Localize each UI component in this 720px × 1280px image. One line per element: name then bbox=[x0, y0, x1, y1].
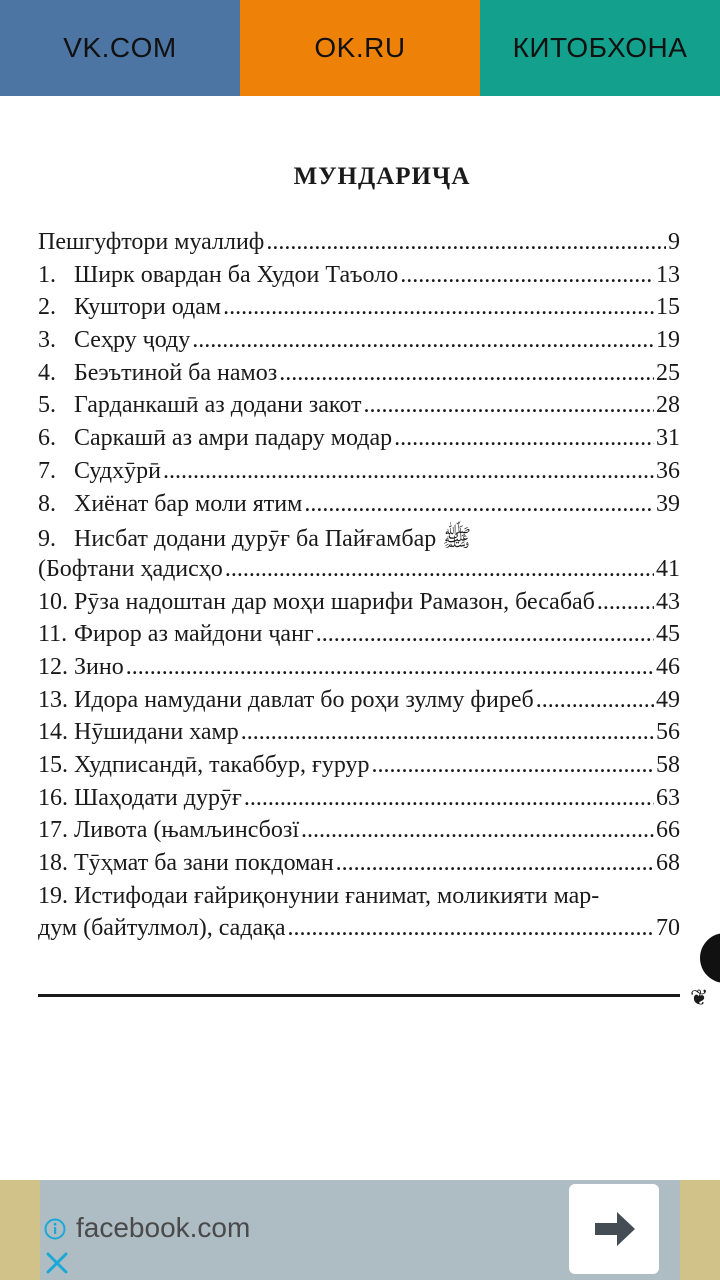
toc-page-number: 13 bbox=[656, 261, 680, 288]
toc-row[interactable] bbox=[38, 262, 680, 295]
arrow-right-icon bbox=[569, 1184, 659, 1274]
toc-entry-text: Беэътиной ба намоз bbox=[74, 359, 278, 386]
toc-entry-number: 2. bbox=[38, 294, 56, 321]
info-icon[interactable] bbox=[44, 1218, 66, 1240]
toc-page-number: 66 bbox=[656, 817, 680, 844]
toc-row[interactable] bbox=[38, 425, 680, 458]
toc-entry-number: 12. bbox=[38, 653, 68, 680]
toc-row[interactable] bbox=[38, 523, 680, 556]
leader-dots bbox=[163, 458, 654, 485]
tab-ok[interactable]: OK.RU bbox=[240, 0, 480, 96]
toc-entry-text: Куштори одам bbox=[74, 294, 222, 321]
toc-entry-text: Судхӯрӣ bbox=[74, 457, 161, 484]
toc-entry-number: 8. bbox=[38, 490, 56, 517]
toc-page-number: 9 bbox=[668, 229, 680, 255]
toc-row[interactable] bbox=[38, 392, 680, 425]
leader-dots bbox=[597, 589, 654, 616]
toc-page-number: 36 bbox=[656, 457, 680, 484]
toc-title: МУНДАРИҶА bbox=[293, 163, 471, 190]
leader-dots bbox=[241, 719, 654, 746]
toc-row[interactable] bbox=[38, 883, 680, 916]
toc-row-continuation[interactable] bbox=[38, 556, 680, 589]
toc-row[interactable] bbox=[38, 621, 680, 654]
toc-entry-number: 17. bbox=[38, 817, 68, 844]
leader-dots bbox=[536, 687, 654, 714]
toc-page-number: 31 bbox=[656, 425, 680, 452]
toc-page-number: 58 bbox=[656, 752, 680, 778]
toc-page-number: 39 bbox=[656, 490, 680, 517]
leader-dots bbox=[225, 556, 654, 583]
toc-entry-text: Саркашӣ аз амри падару модар bbox=[74, 425, 393, 452]
leader-dots bbox=[336, 850, 654, 877]
leader-dots bbox=[192, 327, 654, 354]
leader-dots bbox=[288, 915, 655, 942]
toc-entry-text: Нисбат додани дурӯғ ба Пайғамбар ﷺ bbox=[74, 526, 472, 553]
toc-entry-text: Пешгуфтори муаллиф bbox=[38, 229, 265, 255]
toc-page-number: 56 bbox=[656, 719, 680, 746]
leader-dots bbox=[244, 785, 654, 812]
toc-page-number: 41 bbox=[656, 555, 680, 582]
toc-entry-text: Сеҳру ҷоду bbox=[74, 327, 191, 354]
tab-kitobkhona[interactable]: КИТОБХОНА bbox=[480, 0, 720, 96]
leader-dots bbox=[126, 654, 654, 681]
toc-entry-text: Фирор аз майдони ҷанг bbox=[74, 621, 314, 648]
toc-row[interactable] bbox=[38, 752, 680, 785]
toc-entry-text: Худписандӣ, такаббур, ғурур bbox=[74, 752, 370, 778]
toc-entry-number: 4. bbox=[38, 359, 56, 386]
toc-page-number: 46 bbox=[656, 653, 680, 680]
leader-dots bbox=[279, 360, 654, 387]
toc-entry-text: Истифодаи ғайриқонунии ғанимат, моликияти мар- bbox=[74, 882, 600, 909]
toc-entry-number: 15. bbox=[38, 752, 68, 778]
toc-row[interactable] bbox=[38, 294, 680, 327]
table-of-contents bbox=[38, 229, 680, 948]
toc-entry-number: 10. bbox=[38, 588, 68, 615]
toc-entry-number: 3. bbox=[38, 327, 56, 354]
toc-row[interactable] bbox=[38, 458, 680, 491]
leader-dots bbox=[301, 817, 654, 844]
toc-entry-number: 6. bbox=[38, 425, 56, 452]
toc-entry-text: Идора намудани давлат бо роҳи зулму фиреб bbox=[74, 686, 534, 713]
toc-entry-text: Шаҳодати дурӯғ bbox=[74, 784, 242, 811]
toc-page-number: 68 bbox=[656, 850, 680, 877]
toc-row[interactable] bbox=[38, 327, 680, 360]
toc-row[interactable] bbox=[38, 654, 680, 687]
toc-row[interactable] bbox=[38, 817, 680, 850]
toc-entry-number: 1. bbox=[38, 261, 56, 288]
toc-page-number: 25 bbox=[656, 359, 680, 386]
toc-page-number: 63 bbox=[656, 784, 680, 811]
toc-row[interactable] bbox=[38, 491, 680, 524]
close-icon[interactable] bbox=[44, 1250, 70, 1276]
toc-entry-number: 16. bbox=[38, 784, 68, 811]
toc-entry-text: Ширк овардан ба Худои Таъоло bbox=[74, 261, 399, 288]
leader-dots bbox=[364, 392, 654, 419]
toc-entry-text: Рӯза надоштан дар моҳи шарифи Рамазон, бесабаб bbox=[74, 588, 595, 615]
toc-entry-number: 19. bbox=[38, 882, 68, 909]
tab-vk[interactable]: VK.COM bbox=[0, 0, 240, 96]
leader-dots bbox=[372, 752, 654, 779]
toc-entry-number: 18. bbox=[38, 850, 68, 877]
toc-row[interactable] bbox=[38, 850, 680, 883]
toc-entry-text: Хиёнат бар моли ятим bbox=[74, 490, 303, 517]
toc-page-number: 19 bbox=[656, 327, 680, 354]
toc-row[interactable] bbox=[38, 785, 680, 818]
leader-dots bbox=[304, 491, 654, 518]
toc-entry-text: Зино bbox=[74, 653, 124, 680]
toc-row[interactable] bbox=[38, 687, 680, 720]
leader-dots bbox=[316, 621, 654, 648]
toc-entry-number: 11. bbox=[38, 621, 68, 648]
toc-page-number: 70 bbox=[656, 915, 680, 942]
toc-entry-number: 5. bbox=[38, 392, 56, 419]
toc-entry-text: Гарданкашӣ аз додани закот bbox=[74, 392, 362, 419]
leader-dots bbox=[223, 294, 654, 321]
toc-entry-text: Ливота (њамљинсбозї bbox=[74, 817, 300, 844]
leader-dots bbox=[266, 229, 666, 256]
toc-row-preface[interactable] bbox=[38, 229, 680, 262]
toc-entry-number: 7. bbox=[38, 457, 56, 484]
toc-page-number: 45 bbox=[656, 621, 680, 648]
ornament-icon: ❦ bbox=[690, 986, 709, 1011]
toc-entry-number: 14. bbox=[38, 719, 68, 746]
side-scroll-handle[interactable] bbox=[700, 933, 720, 983]
toc-entry-text-continued: (Бофтани ҳадисҳо bbox=[38, 555, 223, 582]
toc-row[interactable] bbox=[38, 719, 680, 752]
toc-page-number: 15 bbox=[656, 294, 680, 321]
ad-domain[interactable]: facebook.com bbox=[76, 1212, 251, 1243]
toc-page-number: 28 bbox=[656, 392, 680, 419]
toc-entry-text: Нӯшидани хамр bbox=[74, 719, 239, 746]
toc-row[interactable] bbox=[38, 360, 680, 393]
toc-entry-text: Тӯҳмат ба зани покдоман bbox=[74, 850, 334, 877]
toc-entry-number: 13. bbox=[38, 686, 68, 713]
toc-page-number: 43 bbox=[656, 588, 680, 615]
toc-row-continuation[interactable] bbox=[38, 915, 680, 948]
divider-rule bbox=[38, 994, 680, 997]
ad-open-button[interactable] bbox=[569, 1184, 659, 1274]
toc-entry-number: 9. bbox=[38, 526, 56, 553]
toc-row[interactable] bbox=[38, 589, 680, 622]
toc-entry-text-continued: дум (байтулмол), садақа bbox=[38, 915, 286, 942]
leader-dots bbox=[400, 262, 654, 289]
toc-page-number: 49 bbox=[656, 686, 680, 713]
leader-dots bbox=[394, 425, 654, 452]
top-nav-tabs bbox=[0, 0, 720, 96]
